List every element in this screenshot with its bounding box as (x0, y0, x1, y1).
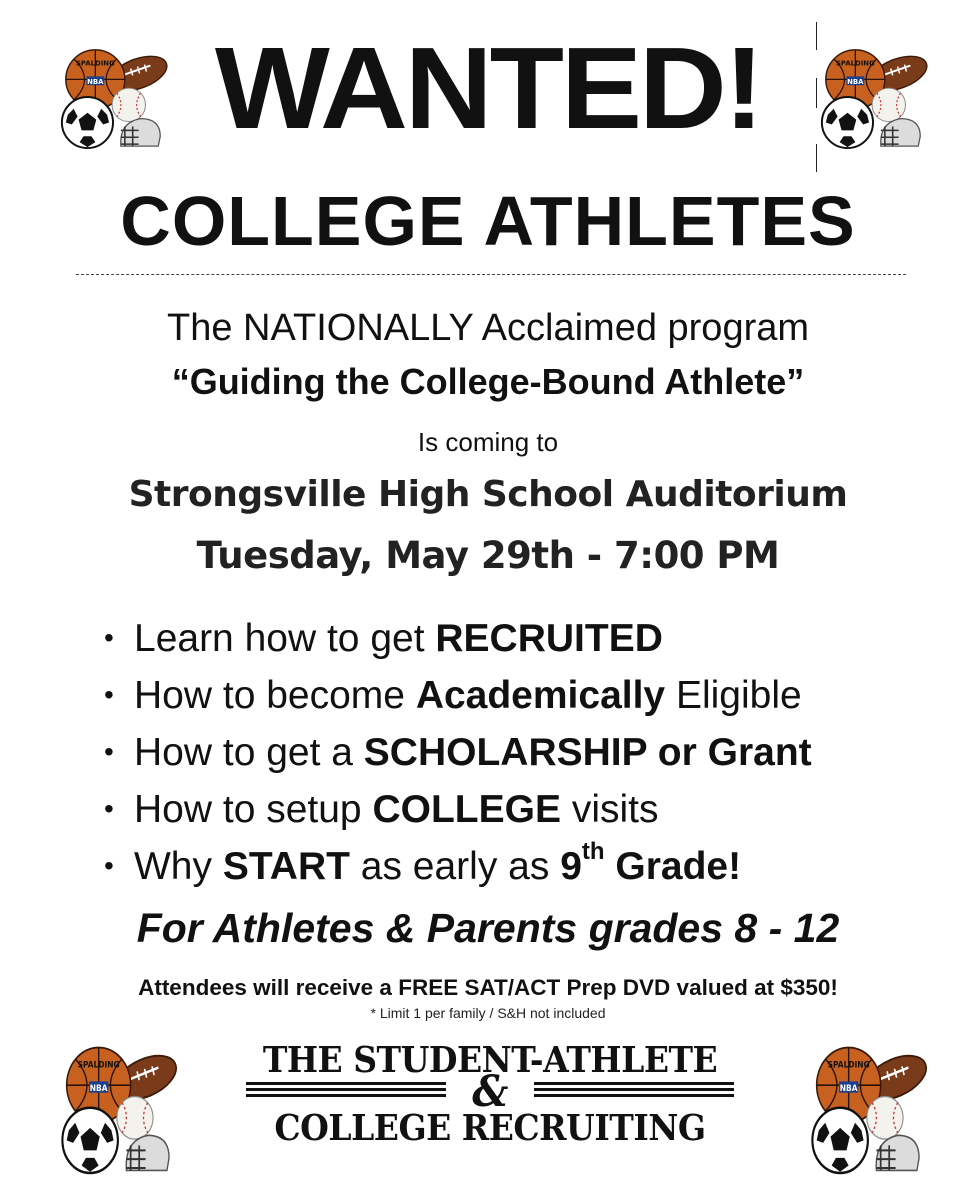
baseball-icon (117, 1096, 153, 1139)
soccer-ball-icon (62, 1108, 117, 1173)
disclaimer: * Limit 1 per family / S&H not included (370, 1005, 606, 1021)
svg-text:NBA: NBA (847, 77, 864, 86)
svg-text:SPALDING: SPALDING (827, 1058, 870, 1070)
topics-list (104, 610, 812, 895)
sports-balls-clipart (56, 1040, 184, 1178)
text-cursor (816, 22, 818, 172)
college-athletes-heading: COLLEGE ATHLETES (120, 182, 856, 260)
event-date-time: Tuesday, May 29th - 7:00 PM (196, 534, 780, 577)
organization-logo (240, 1038, 740, 1156)
football-helmet-icon (876, 1135, 919, 1170)
list-item: • How to setup COLLEGE visits (104, 781, 812, 838)
bullet-icon: • (104, 736, 114, 767)
bullet-icon: • (104, 622, 114, 653)
logo-line-1: THE STUDENT-ATHLETE (262, 1038, 718, 1081)
baseball-icon (867, 1096, 903, 1139)
acclaimed-line: The NATIONALLY Acclaimed program (166, 307, 810, 349)
svg-text:SPALDING: SPALDING (75, 59, 115, 68)
dashed-divider (76, 274, 906, 275)
svg-text:SPALDING: SPALDING (835, 59, 875, 68)
sports-balls-clipart (806, 1040, 934, 1178)
venue: Strongsville High School Auditorium (128, 474, 848, 515)
wanted-headline: WANTED! (214, 23, 762, 153)
soccer-ball-icon (812, 1108, 867, 1173)
svg-text:NBA: NBA (89, 1082, 108, 1093)
audience-line: For Athletes & Parents grades 8 - 12 (136, 905, 840, 951)
list-item: • How to get a SCHOLARSHIP or Grant (104, 724, 812, 781)
list-item: • Why START as early as 9th Grade! (104, 838, 812, 895)
list-item: • Learn how to get RECRUITED (104, 610, 812, 667)
logo-ampersand: & (472, 1066, 508, 1117)
program-title: “Guiding the College-Bound Athlete” (171, 361, 805, 402)
bullet-icon: • (104, 850, 114, 881)
coming-to-line: Is coming to (417, 427, 559, 457)
list-item: • How to become Academically Eligible (104, 667, 812, 724)
svg-text:NBA: NBA (87, 77, 104, 86)
free-offer: Attendees will receive a FREE SAT/ACT Prep DVD valued at $350! (138, 975, 838, 1000)
bullet-icon: • (104, 793, 114, 824)
svg-text:SPALDING: SPALDING (77, 1058, 120, 1070)
bullet-icon: • (104, 679, 114, 710)
svg-text:NBA: NBA (839, 1082, 858, 1093)
football-helmet-icon (126, 1135, 169, 1170)
logo-line-2: COLLEGE RECRUITING (274, 1106, 706, 1149)
